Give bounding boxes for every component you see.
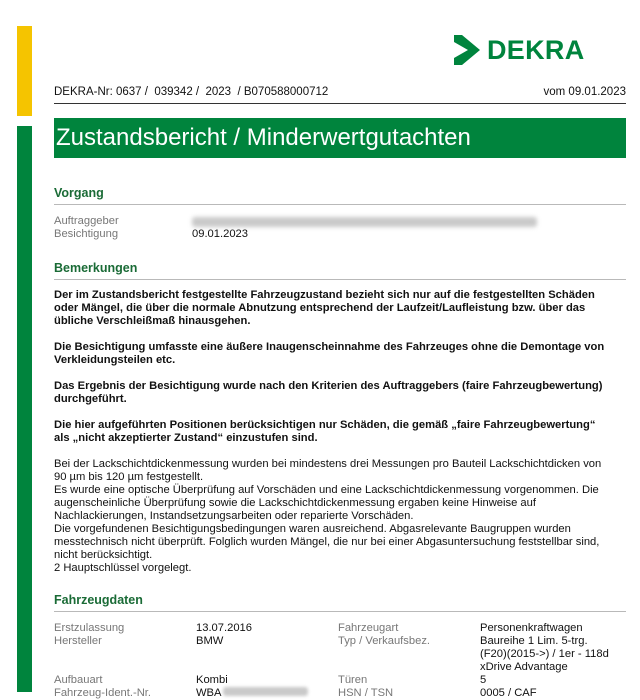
value-typ: Baureihe 1 Lim. 5-trg. (F20)(2015->) / 1er - 118d xDrive Advantage bbox=[480, 635, 609, 673]
vehicle-row-3 bbox=[54, 674, 626, 687]
header-divider bbox=[54, 103, 626, 104]
dekra-logo bbox=[452, 32, 585, 68]
vehicle-row-2 bbox=[54, 635, 626, 674]
vehicle-row-1 bbox=[54, 622, 626, 635]
redacted-auftraggeber bbox=[192, 217, 537, 227]
section-heading-bemerkungen: Bemerkungen bbox=[54, 261, 626, 280]
value-tueren: 5 bbox=[480, 674, 487, 686]
row-besichtigung bbox=[54, 228, 626, 241]
yellow-margin-stripe bbox=[17, 26, 32, 116]
label-besichtigung: Besichtigung bbox=[54, 228, 119, 240]
section-heading-fahrzeugdaten: Fahrzeugdaten bbox=[54, 593, 626, 612]
section-vorgang bbox=[54, 186, 626, 241]
label-hersteller: Hersteller bbox=[54, 635, 102, 647]
remark-plain-text: Bei der Lackschichtdickenmessung wurden bei mindestens drei Messungen pro Bauteil Lackschichtdicken von 90 µm bis 120 µm festgestellt. Es wurde eine optische Überprüfung auf Vorschäden und eine Lackschichtdickenmessung vorgenommen. Die augenscheinliche Überprüfung sowie die Lackschichtdickenmessung ergaben keine Hinweise auf Nachlackierungen, Instandsetzungsarbeiten oder reparierte Vorschäden. Die vorgefundenen Besichtigungsbedingungen waren ausreichend. Abgasrelevante Baugruppen wurden messtechnisch nicht überprüft. Folglich wurden Mängel, die nur bei einer Abgasuntersuchung feststellbar sind, nicht berücksichtigt. 2 Hauptschlüssel vorgelegt. bbox=[54, 458, 602, 574]
report-date: vom 09.01.2023 bbox=[543, 86, 626, 98]
value-besichtigung: 09.01.2023 bbox=[192, 228, 248, 240]
dekra-chevron-icon bbox=[452, 33, 482, 67]
value-erstzulassung: 13.07.2016 bbox=[196, 622, 252, 634]
value-hsn-tsn: 0005 / CAF bbox=[480, 687, 537, 699]
value-hersteller: BMW bbox=[196, 635, 224, 647]
section-heading-vorgang: Vorgang bbox=[54, 186, 626, 205]
remark-paragraph-4: Die hier aufgeführten Positionen berücksichtigen nur Schäden, die gemäß „faire Fahrzeugbewertung“ als „nicht akzeptierter Zustand“ einzustufen sind. bbox=[54, 419, 596, 444]
section-bemerkungen bbox=[54, 261, 626, 575]
label-fahrzeugart: Fahrzeugart bbox=[338, 622, 399, 634]
title-banner bbox=[54, 118, 626, 158]
label-fin: Fahrzeug-Ident.-Nr. bbox=[54, 687, 151, 699]
value-fahrzeugart: Personenkraftwagen bbox=[480, 622, 583, 634]
label-hsn-tsn: HSN / TSN bbox=[338, 687, 394, 699]
logo-wordmark: DEKRA bbox=[487, 34, 585, 65]
page-title: Zustandsbericht / Minderwertgutachten bbox=[56, 124, 471, 151]
dekra-number: DEKRA-Nr: 0637 / 039342 / 2023 / B070588000712 bbox=[54, 86, 329, 98]
green-margin-stripe bbox=[17, 126, 32, 692]
label-auftraggeber: Auftraggeber bbox=[54, 215, 119, 227]
value-aufbauart: Kombi bbox=[196, 674, 228, 686]
label-erstzulassung: Erstzulassung bbox=[54, 622, 125, 634]
value-fin: WBA bbox=[196, 687, 221, 700]
remark-paragraph-3: Das Ergebnis der Besichtigung wurde nach den Kriterien des Auftraggebers (faire Fahrzeugbewertung) durchgeführt. bbox=[54, 380, 603, 405]
remark-paragraph-1: Der im Zustandsbericht festgestellte Fahrzeugzustand bezieht sich nur auf die festgestellten Schäden oder Mängel, die über die normale Abnutzung entsprechend der Laufzeit/Laufleistung bzw. über das übliche Verschleißmaß hinausgehen. bbox=[54, 289, 595, 327]
remark-paragraph-2: Die Besichtigung umfasste eine äußere Inaugenscheinnahme des Fahrzeuges ohne die Demontage von Verkleidungsteilen etc. bbox=[54, 341, 605, 366]
section-fahrzeugdaten bbox=[54, 593, 626, 700]
row-auftraggeber bbox=[54, 215, 626, 228]
label-typ: Typ / Verkaufsbez. bbox=[338, 635, 431, 647]
label-aufbauart: Aufbauart bbox=[54, 674, 103, 686]
label-tueren: Türen bbox=[338, 674, 368, 686]
vehicle-row-4 bbox=[54, 687, 626, 700]
reference-line bbox=[54, 86, 626, 98]
